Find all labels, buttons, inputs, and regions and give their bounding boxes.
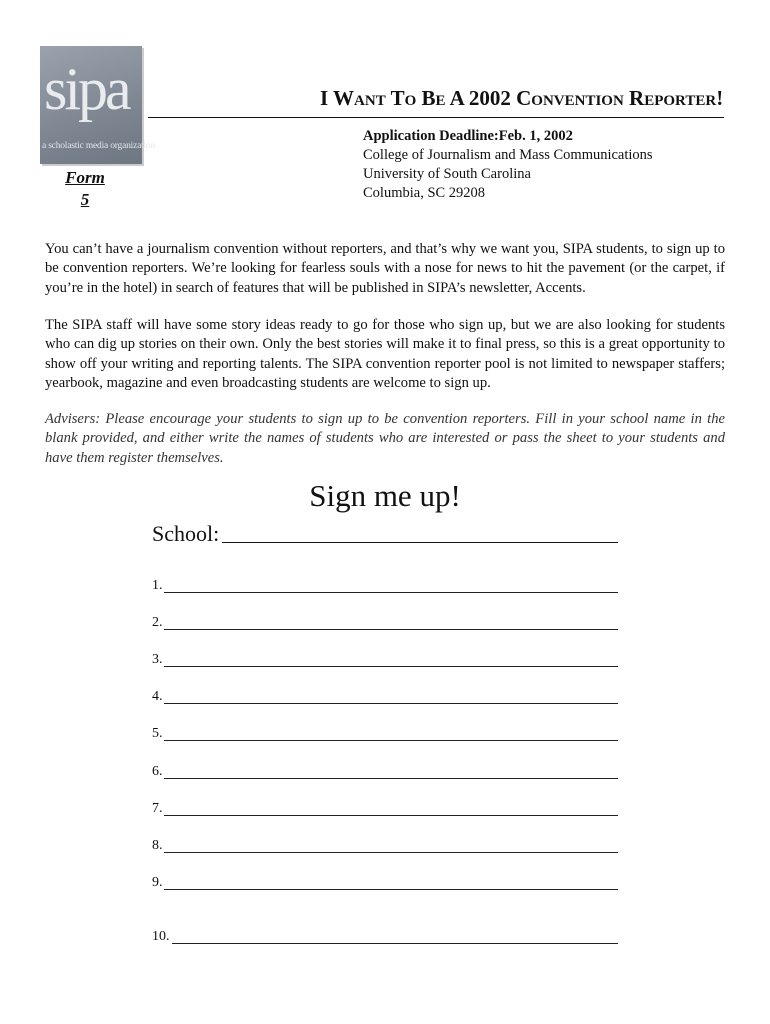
entry-line[interactable] [172, 943, 618, 944]
details-paragraph: The SIPA staff will have some story ideas ready to go for those who sign up, but we are also looking for students who can dig up stories on their own. Only the best stories will make it to final press, so this is a great opportunity to show off your writing and reporting talents. The SIPA convention reporter pool is not limited to newspaper staffers; yearbook, magazine and even broadcasting students are welcome to sign up. [45, 317, 725, 391]
entry-number: 2. [152, 615, 163, 630]
reporter-entry-3[interactable] [152, 648, 618, 668]
form-label: Form [65, 168, 105, 187]
entry-line[interactable] [164, 629, 618, 630]
application-deadline: Application Deadline:Feb. 1, 2002 [363, 128, 573, 144]
entry-number: 10. [152, 929, 170, 944]
entry-line[interactable] [164, 889, 618, 890]
logo-tagline: a scholastic media organization [42, 141, 156, 151]
address-university: University of South Carolina [363, 166, 531, 182]
entry-number: 5. [152, 726, 163, 741]
entry-number: 9. [152, 875, 163, 890]
entry-number: 1. [152, 578, 163, 593]
reporter-entry-4[interactable] [152, 685, 618, 705]
reporter-entry-8[interactable] [152, 834, 618, 854]
school-input-line[interactable] [222, 542, 618, 543]
reporter-entry-1[interactable] [152, 574, 618, 594]
reporter-entry-5[interactable] [152, 722, 618, 742]
entry-line[interactable] [164, 666, 618, 667]
entry-line[interactable] [164, 852, 618, 853]
form-number: 5 [80, 190, 90, 209]
entry-number: 8. [152, 838, 163, 853]
reporter-entry-10[interactable] [152, 925, 618, 945]
signup-heading: Sign me up! [309, 478, 461, 513]
entry-line[interactable] [164, 815, 618, 816]
reporter-entry-7[interactable] [152, 797, 618, 817]
reporter-entry-9[interactable] [152, 871, 618, 891]
reporter-entry-6[interactable] [152, 760, 618, 780]
advisers-note: Advisers: Please encourage your students to sign up to be convention reporters. Fill in your school name in the blank provided, and either write the names of students who are interested or pass the sheet to your students and have them register themselves. [45, 411, 725, 466]
logo-wordmark: sipa [44, 56, 129, 122]
reporter-entry-2[interactable] [152, 611, 618, 631]
entry-line[interactable] [164, 703, 618, 704]
school-label: School: [152, 521, 220, 546]
entry-number: 3. [152, 652, 163, 667]
page-title: I Want To Be A 2002 Convention Reporter! [320, 86, 724, 110]
intro-paragraph: You can’t have a journalism convention without reporters, and that’s why we want you, SIPA students, to sign up to be convention reporters. We’re looking for fearless souls with a nose for news to hit the pavement (or the carpet, if you’re in the hotel) in search of features that will be published in SIPA’s newsletter, Accents. [45, 241, 725, 296]
address-city: Columbia, SC 29208 [363, 185, 486, 201]
entry-number: 6. [152, 764, 163, 779]
entry-line[interactable] [164, 778, 618, 779]
entry-number: 4. [152, 689, 163, 704]
title-divider [148, 117, 724, 118]
entry-number: 7. [152, 801, 163, 816]
entry-line[interactable] [164, 740, 618, 741]
address-college: College of Journalism and Mass Communications [363, 147, 653, 163]
entry-line[interactable] [164, 592, 618, 593]
sipa-logo [40, 46, 156, 164]
